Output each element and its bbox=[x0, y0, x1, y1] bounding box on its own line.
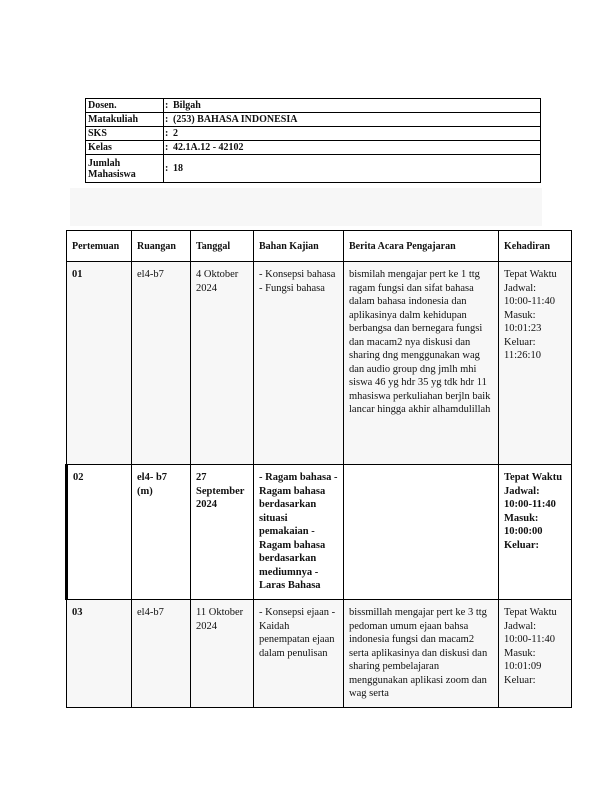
cell-pertemuan: 02 bbox=[67, 465, 132, 600]
info-row-matakuliah bbox=[86, 113, 541, 127]
cell-berita bbox=[344, 465, 499, 600]
info-row-dosen bbox=[86, 99, 541, 113]
info-row-jumlah bbox=[86, 155, 541, 183]
cell-berita: bissmillah mengajar pert ke 3 ttg pedoman umum ejaan bahsa indonesia fungsi dan macam2 serta aplikasinya dan diskusi dan sharing pembelajaran menggunakan aplikasi zoom dan wag serta bbox=[344, 600, 499, 708]
table-row bbox=[67, 465, 572, 600]
cell-bahan: - Ragam bahasa - Ragam bahasa berdasarkan situasi pemakaian - Ragam bahasa berdasarkan mediumnya - Laras Bahasa bbox=[254, 465, 344, 600]
info-label: SKS bbox=[86, 127, 164, 141]
info-value: Bilgah bbox=[171, 99, 541, 113]
cell-pertemuan: 01 bbox=[67, 262, 132, 465]
header-ruangan: Ruangan bbox=[132, 231, 191, 262]
cell-bahan: - Konsepsi ejaan - Kaidah penempatan ejaan dalam penulisan bbox=[254, 600, 344, 708]
info-separator: : bbox=[164, 155, 172, 183]
cell-ruangan: el4-b7 bbox=[132, 600, 191, 708]
cell-pertemuan: 03 bbox=[67, 600, 132, 708]
cell-kehadiran: Tepat Waktu Jadwal: 10:00-11:40 Masuk: 10:00:00 Keluar: bbox=[499, 465, 572, 600]
cell-kehadiran: Tepat Waktu Jadwal: 10:00-11:40 Masuk: 10:01:23 Keluar: 11:26:10 bbox=[499, 262, 572, 465]
header-kehadiran: Kehadiran bbox=[499, 231, 572, 262]
table-row bbox=[67, 262, 572, 465]
table-header-row bbox=[67, 231, 572, 262]
cell-berita: bismilah mengajar pert ke 1 ttg ragam fungsi dan sifat bahasa dalam bahasa indonesia dan aplikasinya dalm kehidupan berbangsa dan bernegara fungsi dan macam2 nya diskusi dan sharing dng menggunakan wag dan audio group dng jmlh mhi siswa 46 yg hdr 35 yg tdk hdr 11 mhasiswa perkuliahan berjln baik lancar hingga akhir alhamdulillah bbox=[344, 262, 499, 465]
info-row-kelas bbox=[86, 141, 541, 155]
info-separator: : bbox=[164, 113, 172, 127]
info-separator: : bbox=[164, 127, 172, 141]
cell-ruangan: el4- b7 (m) bbox=[132, 465, 191, 600]
info-separator: : bbox=[164, 99, 172, 113]
header-berita-acara: Berita Acara Pengajaran bbox=[344, 231, 499, 262]
info-label: Jumlah Mahasiswa bbox=[86, 155, 164, 183]
attendance-table bbox=[65, 230, 572, 708]
cell-bahan: - Konsepsi bahasa - Fungsi bahasa bbox=[254, 262, 344, 465]
cell-tanggal: 27 September 2024 bbox=[191, 465, 254, 600]
info-value: 18 bbox=[171, 155, 541, 183]
table-row bbox=[67, 600, 572, 708]
cell-tanggal: 4 Oktober 2024 bbox=[191, 262, 254, 465]
header-tanggal: Tanggal bbox=[191, 231, 254, 262]
info-label: Kelas bbox=[86, 141, 164, 155]
course-info-table bbox=[85, 98, 541, 183]
info-label: Dosen. bbox=[86, 99, 164, 113]
info-value: 42.1A.12 - 42102 bbox=[171, 141, 541, 155]
spacer-band bbox=[70, 188, 542, 226]
header-bahan-kajian: Bahan Kajian bbox=[254, 231, 344, 262]
info-row-sks bbox=[86, 127, 541, 141]
info-value: 2 bbox=[171, 127, 541, 141]
cell-kehadiran: Tepat Waktu Jadwal: 10:00-11:40 Masuk: 10:01:09 Keluar: bbox=[499, 600, 572, 708]
info-separator: : bbox=[164, 141, 172, 155]
header-pertemuan: Pertemuan bbox=[67, 231, 132, 262]
info-label: Matakuliah bbox=[86, 113, 164, 127]
info-value: (253) BAHASA INDONESIA bbox=[171, 113, 541, 127]
cell-ruangan: el4-b7 bbox=[132, 262, 191, 465]
cell-tanggal: 11 Oktober 2024 bbox=[191, 600, 254, 708]
